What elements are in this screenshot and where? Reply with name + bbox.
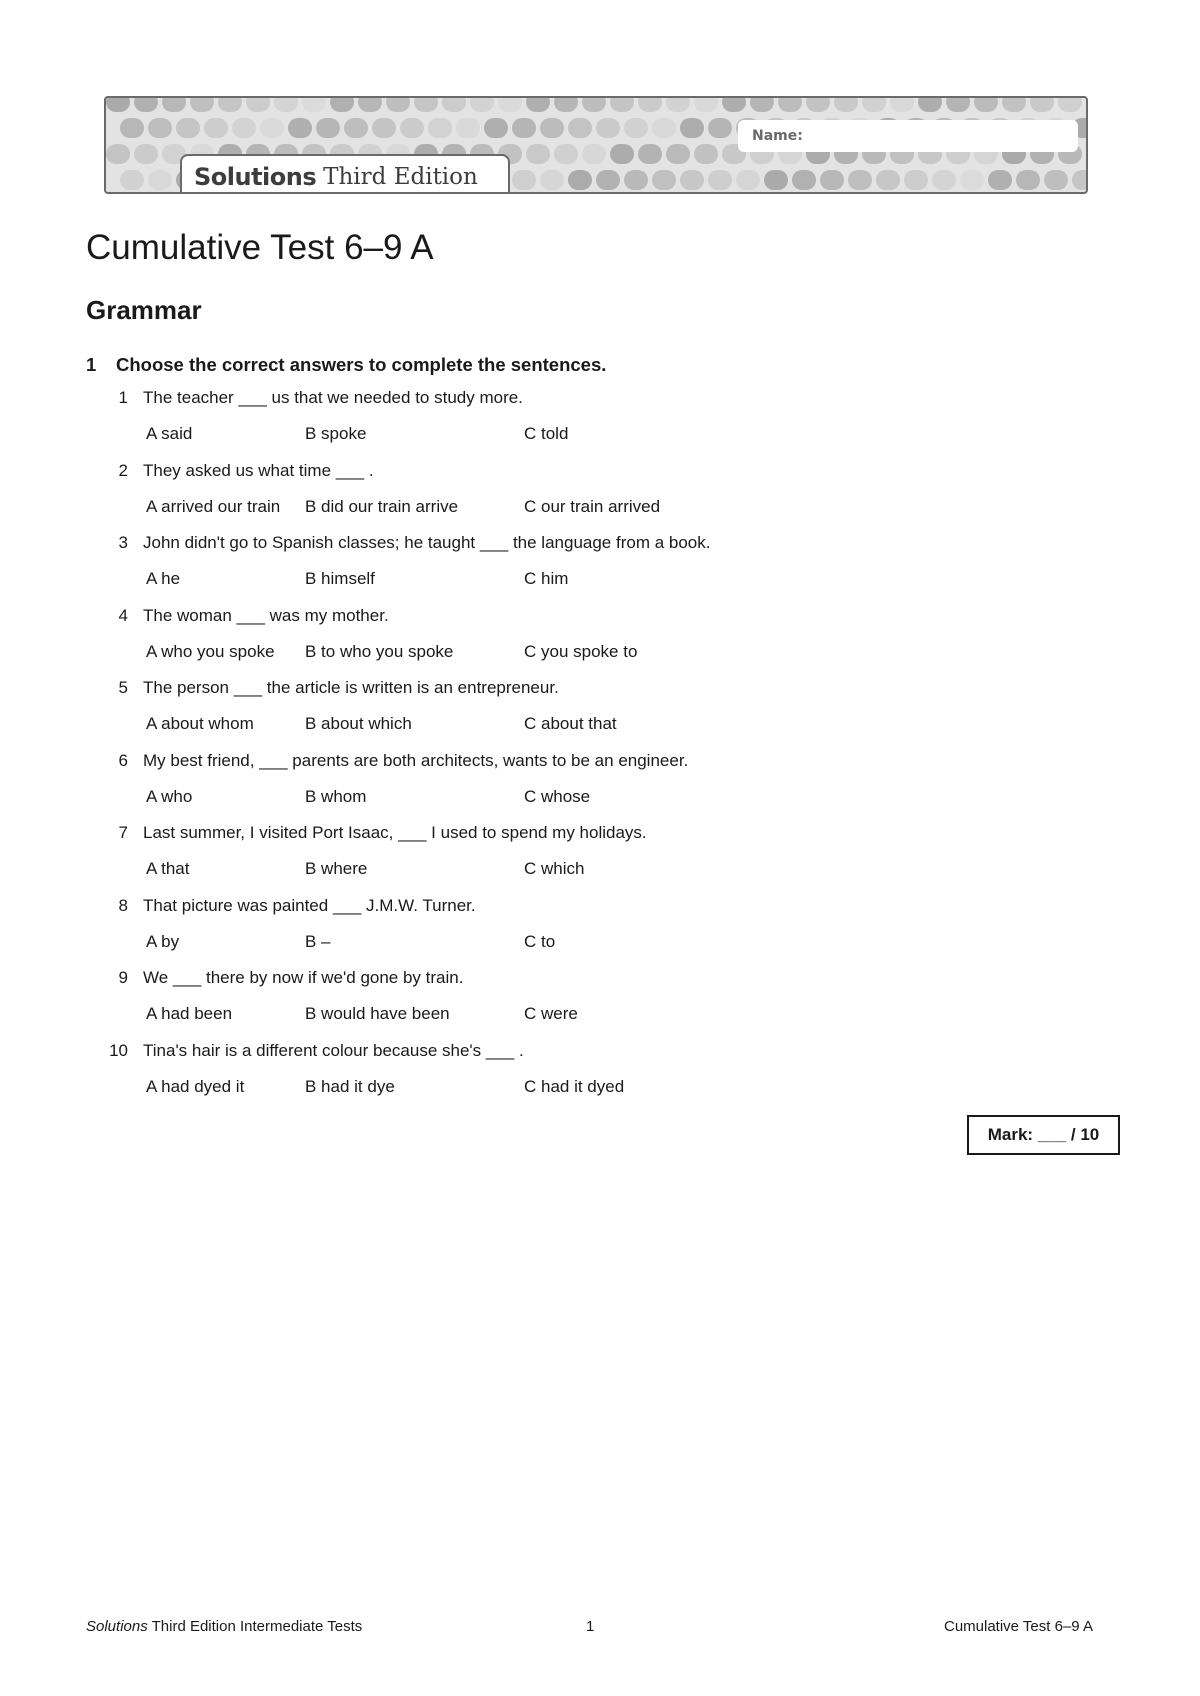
banner-pattern-pill: [526, 98, 550, 112]
question-text: John didn't go to Spanish classes; he taught ___ the language from a book.: [143, 533, 711, 552]
header-banner: [104, 96, 1088, 194]
banner-pattern-pill: [1072, 170, 1088, 190]
page-title: Cumulative Test 6–9 A: [86, 228, 434, 267]
banner-pattern-pill: [568, 170, 592, 190]
question-text: Last summer, I visited Port Isaac, ___ I used to spend my holidays.: [143, 823, 647, 842]
option-c[interactable]: C whose: [524, 786, 591, 806]
question-number: 2: [118, 460, 128, 480]
question-number: 9: [118, 968, 128, 987]
banner-pattern-pill: [638, 98, 662, 112]
banner-pattern-pill: [512, 118, 536, 138]
option-a[interactable]: A said: [146, 424, 193, 443]
banner-pattern-pill: [484, 118, 508, 138]
banner-pattern-pill: [792, 170, 816, 190]
question-text: That picture was painted ___ J.M.W. Turner.: [143, 895, 476, 915]
banner-pattern-pill: [274, 98, 298, 112]
option-a[interactable]: A arrived our train: [146, 496, 281, 516]
banner-pattern-pill: [372, 118, 396, 138]
banner-pattern-pill: [764, 170, 788, 190]
banner-pattern-pill: [414, 98, 438, 112]
banner-pattern-pill: [442, 98, 466, 112]
banner-pattern-pill: [288, 118, 312, 138]
banner-pattern-pill: [932, 170, 956, 190]
option-a[interactable]: A by: [146, 931, 180, 951]
question-text: We ___ there by now if we'd gone by train.: [143, 968, 464, 987]
option-b[interactable]: B had it dye: [305, 1076, 395, 1096]
question-text: The woman ___ was my mother.: [143, 605, 389, 625]
banner-pattern-pill: [960, 170, 984, 190]
banner-pattern-pill: [120, 170, 144, 190]
banner-pattern-pill: [834, 98, 858, 112]
banner-pattern-pill: [596, 170, 620, 190]
page-number: 1: [586, 1618, 595, 1635]
banner-pattern-pill: [134, 98, 158, 112]
footer-series-italic: Solutions: [86, 1618, 148, 1635]
banner-pattern-pill: [1086, 144, 1088, 164]
option-a[interactable]: A had been: [146, 1004, 233, 1023]
option-b[interactable]: B whom: [305, 786, 367, 806]
banner-pattern-pill: [862, 98, 886, 112]
banner-pattern-pill: [610, 98, 634, 112]
banner-pattern-pill: [106, 144, 130, 164]
option-a[interactable]: A about whom: [146, 714, 254, 733]
option-a[interactable]: A had dyed it: [146, 1076, 245, 1096]
banner-pattern-pill: [1044, 170, 1068, 190]
banner-pattern-pill: [218, 98, 242, 112]
banner-pattern-pill: [246, 98, 270, 112]
banner-pattern-pill: [554, 144, 578, 164]
banner-pattern-pill: [190, 98, 214, 112]
banner-pattern-pill: [652, 170, 676, 190]
banner-pattern-pill: [1030, 98, 1054, 112]
banner-pattern-pill: [708, 170, 732, 190]
banner-pattern-pill: [428, 118, 452, 138]
banner-pattern-pill: [904, 170, 928, 190]
banner-pattern-pill: [162, 98, 186, 112]
banner-pattern-pill: [1002, 98, 1026, 112]
banner-pattern-pill: [820, 170, 844, 190]
banner-pattern-pill: [624, 118, 648, 138]
footer-left: [86, 1618, 362, 1635]
question-number: 3: [118, 533, 128, 552]
banner-pattern-pill: [736, 170, 760, 190]
option-b[interactable]: B –: [305, 931, 331, 951]
banner-pattern-pill: [666, 144, 690, 164]
banner-pattern-pill: [1016, 170, 1040, 190]
banner-pattern-pill: [554, 98, 578, 112]
banner-pattern-pill: [750, 98, 774, 112]
banner-pattern-pill: [498, 98, 522, 112]
banner-pattern-pill: [176, 118, 200, 138]
option-c[interactable]: C had it dyed: [524, 1076, 625, 1096]
banner-pattern-pill: [232, 118, 256, 138]
option-a[interactable]: A he: [146, 569, 181, 588]
option-c[interactable]: C about that: [524, 714, 617, 733]
banner-pattern-pill: [974, 98, 998, 112]
question-text: The person ___ the article is written is an entrepreneur.: [143, 678, 559, 697]
banner-pattern-pill: [316, 118, 340, 138]
name-field[interactable]: [738, 120, 1078, 152]
question-number: 5: [118, 678, 128, 697]
banner-pattern-pill: [148, 170, 172, 190]
banner-pattern-pill: [568, 118, 592, 138]
banner-pattern-pill: [848, 170, 872, 190]
option-c[interactable]: C which: [524, 859, 585, 878]
banner-pattern-pill: [1086, 98, 1088, 112]
banner-pattern-pill: [302, 98, 326, 112]
option-c[interactable]: C told: [524, 424, 569, 443]
banner-pattern-pill: [512, 170, 536, 190]
banner-pattern-pill: [582, 98, 606, 112]
option-c[interactable]: C to: [524, 931, 556, 951]
brand-name-bold: Solutions: [194, 163, 317, 191]
banner-pattern-pill: [666, 98, 690, 112]
banner-pattern-pill: [330, 98, 354, 112]
option-b[interactable]: B himself: [305, 569, 375, 588]
banner-pattern-pill: [918, 98, 942, 112]
banner-pattern-pill: [722, 98, 746, 112]
section-heading: Grammar: [86, 295, 202, 325]
banner-pattern-pill: [148, 118, 172, 138]
option-b[interactable]: B spoke: [305, 424, 367, 443]
banner-pattern-pill: [134, 144, 158, 164]
option-a[interactable]: A that: [146, 859, 190, 878]
question-text: My best friend, ___ parents are both architects, wants to be an engineer.: [143, 750, 689, 770]
banner-pattern-pill: [120, 118, 144, 138]
footer-right: Cumulative Test 6–9 A: [944, 1618, 1093, 1635]
banner-pattern-pill: [260, 118, 284, 138]
banner-pattern-pill: [946, 98, 970, 112]
option-c[interactable]: C him: [524, 569, 569, 588]
brand-name-edition: Third Edition: [323, 164, 478, 190]
banner-pattern-pill: [344, 118, 368, 138]
option-c[interactable]: C our train arrived: [524, 496, 661, 516]
option-b[interactable]: B to who you spoke: [305, 641, 454, 661]
question-number: 8: [118, 895, 128, 915]
banner-pattern-pill: [386, 98, 410, 112]
option-a[interactable]: A who you spoke: [146, 641, 275, 661]
brand-logo: [180, 154, 510, 194]
banner-pattern-pill: [652, 118, 676, 138]
exercise-instruction: [86, 354, 606, 376]
mark-box: Mark: ___ / 10: [967, 1115, 1120, 1155]
option-c[interactable]: C you spoke to: [524, 641, 638, 661]
banner-pattern-pill: [638, 144, 662, 164]
exercise-instruction-text: Choose the correct answers to complete the sentences.: [116, 354, 607, 375]
banner-pattern-pill: [582, 144, 606, 164]
banner-pattern-pill: [456, 118, 480, 138]
banner-pattern-pill: [358, 98, 382, 112]
question-text: They asked us what time ___ .: [143, 460, 374, 480]
banner-pattern-pill: [526, 144, 550, 164]
banner-pattern-pill: [876, 170, 900, 190]
question-text: The teacher ___ us that we needed to study more.: [143, 388, 523, 407]
banner-pattern-pill: [470, 98, 494, 112]
banner-pattern-pill: [624, 170, 648, 190]
banner-pattern-pill: [694, 98, 718, 112]
question-text: Tina's hair is a different colour because she's ___ .: [143, 1040, 524, 1060]
option-b[interactable]: B where: [305, 859, 368, 878]
banner-pattern-pill: [400, 118, 424, 138]
option-b[interactable]: B about which: [305, 714, 412, 733]
banner-pattern-pill: [540, 170, 564, 190]
banner-pattern-pill: [610, 144, 634, 164]
banner-pattern-pill: [596, 118, 620, 138]
banner-pattern-pill: [806, 98, 830, 112]
banner-pattern-pill: [1058, 98, 1082, 112]
question-number: 1: [118, 388, 128, 407]
banner-pattern-pill: [708, 118, 732, 138]
banner-pattern-pill: [540, 118, 564, 138]
exercise-number: 1: [86, 354, 97, 375]
option-b[interactable]: B did our train arrive: [305, 496, 459, 516]
question-number: 7: [118, 823, 128, 842]
option-b[interactable]: B would have been: [305, 1004, 450, 1023]
banner-pattern-pill: [204, 118, 228, 138]
banner-pattern-pill: [694, 144, 718, 164]
footer-series-rest: Third Edition Intermediate Tests: [147, 1618, 363, 1635]
banner-pattern-pill: [988, 170, 1012, 190]
question-number: 6: [118, 750, 128, 770]
name-label: Name:: [752, 128, 803, 144]
banner-pattern-pill: [778, 98, 802, 112]
option-a[interactable]: A who: [146, 786, 193, 806]
banner-pattern-pill: [890, 98, 914, 112]
banner-pattern-pill: [680, 170, 704, 190]
option-c[interactable]: C were: [524, 1004, 578, 1023]
question-number: 10: [109, 1040, 128, 1060]
banner-pattern-pill: [106, 98, 130, 112]
question-number: 4: [118, 605, 128, 625]
banner-pattern-pill: [680, 118, 704, 138]
